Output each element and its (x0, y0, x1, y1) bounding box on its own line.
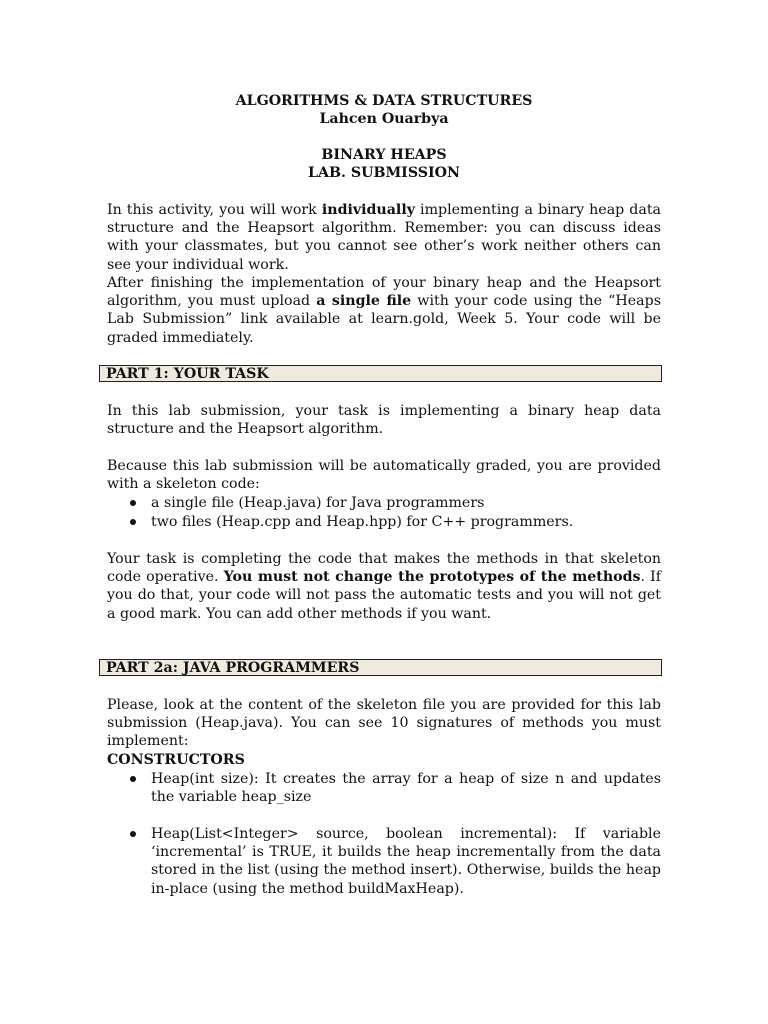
bullet-icon (129, 831, 137, 839)
list-item: Heap(List<Integer> source, boolean incremental): If variable ‘incremental’ is TRUE, it builds the heap incrementally from the data stored in the list (using the method insert). Otherwise, builds the heap in-place (using the method buildMaxHeap). (151, 826, 661, 897)
intro-paragraph-2: After finishing the implementation of your binary heap and the Heapsort algorithm, you must upload a single file with your code using the “Heaps Lab Submission” link available at learn.gold, Week 5. Your code will be graded immediately. (107, 275, 661, 346)
constructors-heading: CONSTRUCTORS (107, 752, 245, 768)
part1-paragraph-3: Your task is completing the code that makes the methods in that skeleton code operative. You must not change the prototypes of the methods. If you do that, your code will not pass the automatic tests and you will not get a good mark. You can add other methods if you want. (107, 551, 661, 622)
bullet-icon (129, 500, 137, 508)
list-item: Heap(int size): It creates the array for a heap of size n and updates the variable heap_size (151, 771, 661, 806)
list-item: two files (Heap.cpp and Heap.hpp) for C++ programmers. (151, 514, 574, 530)
part2a-paragraph-1: Please, look at the content of the skeleton file you are provided for this lab submission (Heap.java). You can see 10 signatures of methods you must implement: (107, 697, 661, 750)
intro-paragraph-1: In this activity, you will work individually implementing a binary heap data structure and the Heapsort algorithm. Remember: you can discuss ideas with your classmates, but you cannot see other’s work neither others can see your individual work. (107, 202, 661, 273)
course-title: ALGORITHMS & DATA STRUCTURES (235, 93, 533, 109)
part1-paragraph-1: In this lab submission, your task is implementing a binary heap data structure and the Heapsort algorithm. (107, 403, 661, 438)
list-item: a single file (Heap.java) for Java programmers (151, 495, 485, 511)
bullet-icon (129, 776, 137, 784)
submission-type: LAB. SUBMISSION (308, 165, 460, 181)
topic-title: BINARY HEAPS (321, 147, 447, 163)
bullet-icon (129, 519, 137, 527)
part2a-heading: PART 2a: JAVA PROGRAMMERS (99, 659, 662, 676)
author-name: Lahcen Ouarbya (319, 111, 449, 127)
part1-heading: PART 1: YOUR TASK (99, 365, 662, 382)
part1-paragraph-2: Because this lab submission will be automatically graded, you are provided with a skeleton code: (107, 458, 661, 493)
